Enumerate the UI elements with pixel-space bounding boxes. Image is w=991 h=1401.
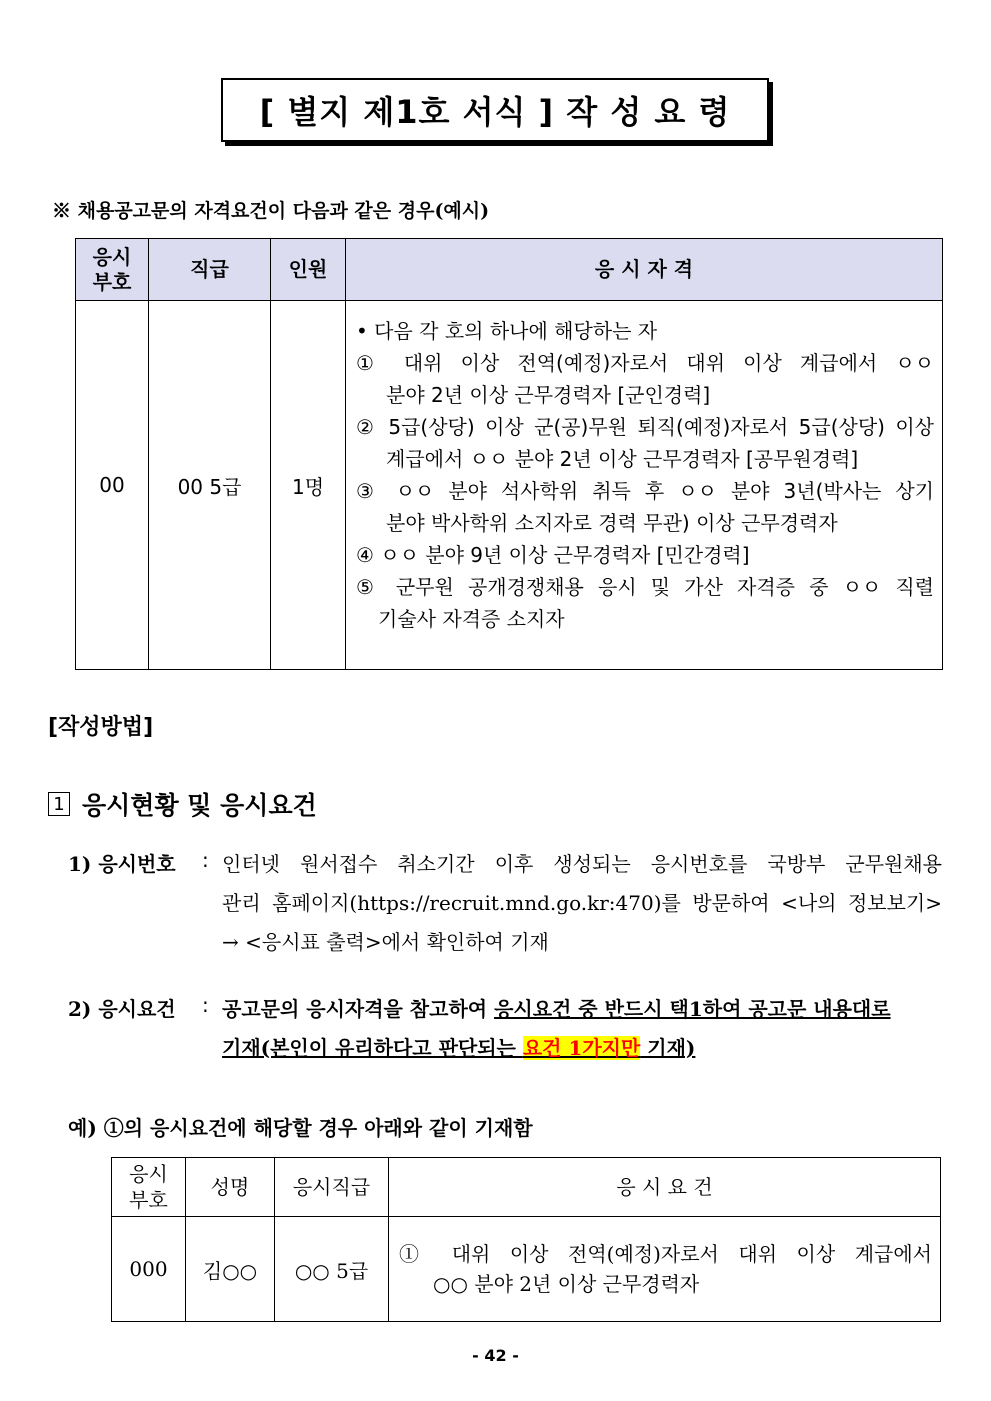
header-number: 응시 부호 bbox=[76, 239, 149, 301]
application-table bbox=[111, 1157, 941, 1322]
cell-grade: 00 5급 bbox=[149, 301, 271, 670]
section-number-box: 1 bbox=[48, 792, 70, 816]
item2-line bbox=[222, 1032, 695, 1061]
cell-number: 000 bbox=[112, 1217, 186, 1322]
page-number: - 42 - bbox=[472, 1346, 519, 1365]
header-grade: 응시직급 bbox=[275, 1158, 389, 1217]
item1-line: → <응시표 출력>에서 확인하여 기재 bbox=[222, 930, 549, 954]
qualification-table bbox=[75, 238, 943, 670]
qualification-line: ① 대위 이상 전역(예정)자로서 대위 이상 계급에서 ㅇㅇ bbox=[356, 351, 934, 375]
cell-count: 1명 bbox=[271, 301, 346, 670]
item1-line: 인터넷 원서접수 취소기간 이후 생성되는 응시번호를 국방부 군무원채용 bbox=[222, 852, 942, 876]
table-row bbox=[112, 1217, 941, 1322]
example-label: 예) ①의 응시요건에 해당할 경우 아래와 같이 기재함 bbox=[68, 1116, 533, 1140]
table-header-row bbox=[112, 1158, 941, 1217]
form-title: [ 별지 제1호 서식 ] 작 성 요 령 bbox=[221, 78, 769, 142]
qualification-line: 계급에서 ㅇㅇ 분야 2년 이상 근무경력자 [공무원경력] bbox=[386, 447, 859, 471]
qualification-line: 분야 박사학위 소지자로 경력 무관) 이상 근무경력자 bbox=[386, 511, 838, 535]
table-header-row bbox=[76, 239, 943, 301]
item2-underlined-text: 응시요건 중 반드시 택1하여 공고문 내용대로 bbox=[494, 997, 891, 1021]
header-name: 성명 bbox=[186, 1158, 275, 1217]
header-number: 응시 부호 bbox=[112, 1158, 186, 1217]
qualification-line: • 다음 각 호의 하나에 해당하는 자 bbox=[356, 319, 658, 343]
cell-requirement bbox=[389, 1217, 941, 1322]
example-note: ※ 채용공고문의 자격요건이 다음과 같은 경우(예시) bbox=[52, 200, 490, 222]
header-count: 인원 bbox=[271, 239, 346, 301]
item2-label: 2) 응시요건 bbox=[68, 997, 176, 1021]
cell-grade: ○○ 5급 bbox=[275, 1217, 389, 1322]
qualification-line: ② 5급(상당) 이상 군(공)무원 퇴직(예정)자로서 5급(상당) 이상 bbox=[356, 415, 934, 439]
item1-label: 1) 응시번호 bbox=[68, 852, 176, 876]
item2-highlight: 요건 1가지만 bbox=[522, 1036, 641, 1060]
item2-text: 기재) bbox=[640, 1036, 696, 1060]
cell-qualification bbox=[346, 301, 943, 670]
table-row bbox=[76, 301, 943, 670]
header-qualification: 응 시 자 격 bbox=[346, 239, 943, 301]
item1-colon: : bbox=[202, 848, 209, 872]
qualification-line: ③ ㅇㅇ 분야 석사학위 취득 후 ㅇㅇ 분야 3년(박사는 상기 bbox=[356, 479, 934, 503]
requirement-line: ① 대위 이상 전역(예정)자로서 대위 이상 계급에서 bbox=[399, 1242, 932, 1266]
section-title: 응시현황 및 응시요건 bbox=[82, 791, 317, 820]
cell-name: 김○○ bbox=[186, 1217, 275, 1322]
item2-line bbox=[222, 993, 891, 1022]
item1-line: 관리 홈페이지(https://recruit.mnd.go.kr:470)를 방문하여 <나의 정보보기> bbox=[222, 891, 942, 915]
qualification-line: 분야 2년 이상 근무경력자 [군인경력] bbox=[386, 383, 711, 407]
cell-number: 00 bbox=[76, 301, 149, 670]
header-requirement: 응 시 요 건 bbox=[389, 1158, 941, 1217]
method-heading: [작성방법] bbox=[48, 715, 154, 740]
qualification-line: ④ ㅇㅇ 분야 9년 이상 근무경력자 [민간경력] bbox=[356, 543, 750, 567]
header-grade: 직급 bbox=[149, 239, 271, 301]
item2-text: 공고문의 응시자격을 참고하여 bbox=[222, 997, 495, 1021]
qualification-line: 기술사 자격증 소지자 bbox=[378, 607, 565, 631]
qualification-line: ⑤ 군무원 공개경쟁채용 응시 및 가산 자격증 중 ㅇㅇ 직렬 bbox=[356, 575, 934, 599]
requirement-line: ○○ 분야 2년 이상 근무경력자 bbox=[433, 1272, 700, 1296]
section-heading bbox=[48, 786, 317, 822]
item2-text: 기재(본인이 유리하다고 판단되는 bbox=[222, 1036, 523, 1060]
item2-colon: : bbox=[202, 993, 209, 1017]
